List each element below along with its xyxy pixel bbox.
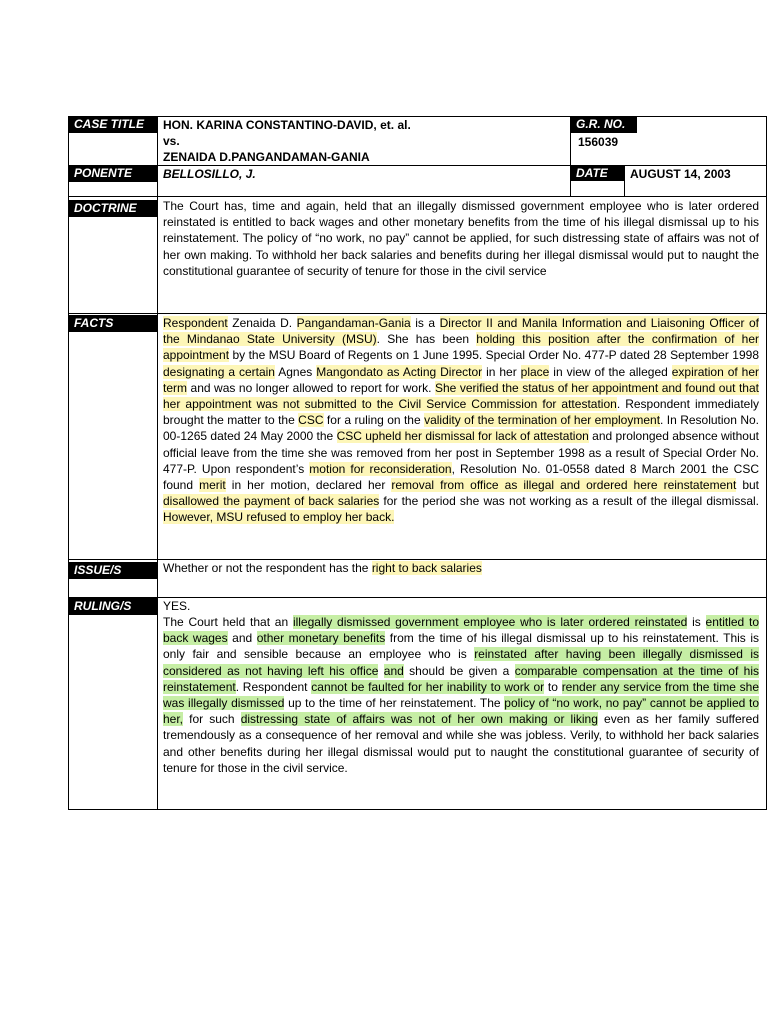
issue-text: Whether or not the respondent has the right to back salaries <box>163 561 482 575</box>
case-title-label: CASE TITLE <box>68 116 157 132</box>
label-underline <box>68 578 157 579</box>
highlighted-phrase: expiration of her term <box>163 364 760 395</box>
highlighted-phrase: CSC upheld her dismissal for lack of attestation <box>336 429 589 444</box>
highlighted-phrase: validity of the termination of her employment <box>424 413 661 428</box>
highlighted-phrase: place <box>520 364 550 379</box>
facts-text: Respondent Zenaida D. Pangandaman-Gania is a Director II and Manila Information and Liaisoning Officer of the Mindanao State University (MSU). She has been holding this position after the confirmation of her appointment by the MSU Board of Regents on 1 June 1995. Special Order No. 477-P dated 28 September 1998 designating a certain Agnes Mangondato as Acting Director in her place in view of the alleged expiration of her term and was no longer allowed to report for work. She verified the status of her appointment and found out that her appointment was not submitted to the Civil Service Commission for attestation. Respondent immediately brought the matter to the CSC for a ruling on the validity of the termination of her employment. In Resolution No. 00-1265 dated 24 May 2000 the CSC upheld her dismissal for lack of attestation and prolonged absence without official leave from the time she was removed from her post in September 1998 as a result of Special Order No. 477-P. Upon respondent’s motion for reconsideration, Resolution No. 01-0558 dated 8 March 2001 the CSC found merit in her motion, declared her removal from office as illegal and ordered here reinstatement but disallowed the payment of back salaries for the period she was not working as a result of the illegal dismissal. However, MSU refused to employ her back. <box>163 316 760 525</box>
ruling-text: The Court held that an illegally dismissed government employee who is later ordered reinstated is entitled to back wages and other monetary benefits from the time of his illegal dismissal up to his reinstatement. This is only fair and sensible because an employee who is reinstated after having been illegally dismissed is considered as not having left his office and should be given a comparable compensation at the time of his reinstatement. Respondent cannot be faulted for her inability to work or to render any service from the time she was illegally dismissed up to the time of her reinstatement. The policy of “no work, no pay” cannot be applied to her, for such distressing state of affairs was not of her own making or liking even as her family suffered tremendously as a consequence of her removal and while she was jobless. Verily, to withhold her back salaries and other benefits during her illegal dismissal would put to naught the constitutional guarantee of security of tenure for those in the civil service. <box>163 615 760 775</box>
highlighted-phrase: holding this position after the confirmation of her appointment <box>163 332 759 363</box>
ponente-label: PONENTE <box>68 165 157 181</box>
doctrine-text: The Court has, time and again, held that an illegally dismissed government employee who is later ordered reinstated is entitled to back wages and other monetary benefits from the time of his illegal dismissal up to his reinstatement. The policy of “no work, no pay” cannot be applied, for such distressing state of affairs was not of her own making. To withhold her back salaries and benefits during her illegal dismissal would put to naught the constitutional guarantee of security of tenure for those in the civil service <box>163 199 759 278</box>
label-underline <box>68 614 157 615</box>
table-right-border <box>766 116 767 810</box>
ponente-value <box>163 166 256 182</box>
highlighted-phrase: render any service from the time she was illegally dismissed <box>163 679 759 711</box>
row-divider-doctrine <box>68 196 767 197</box>
label-underline <box>68 216 157 217</box>
highlighted-phrase: comparable compensation at the time of his reinstatement <box>163 663 759 694</box>
highlighted-phrase: distressing state of affairs was not of her own making or liking <box>240 712 598 727</box>
ruling-label: RULING/S <box>68 598 157 614</box>
label-underline <box>68 132 157 133</box>
highlighted-phrase: entitled to back wages <box>163 615 759 646</box>
ruling-answer: YES. <box>163 599 191 613</box>
issue-label: ISSUE/S <box>68 562 157 578</box>
table-bottom-border <box>68 809 767 810</box>
date-label: DATE <box>570 165 624 181</box>
ponente-text: BELLOSILLO, J. <box>163 167 256 181</box>
highlighted-phrase: reinstated after having been illegally dismissed is considered as not having left his office <box>163 647 760 678</box>
highlighted-phrase: disallowed the payment of back salaries <box>163 494 380 509</box>
highlighted-phrase: removal from office as illegal and ordered here reinstatement <box>391 478 737 493</box>
case-title-versus: vs. <box>163 134 180 148</box>
case-title-petitioner: HON. KARINA CONSTANTINO-DAVID, et. al. <box>163 118 411 132</box>
gr-no-value: 156039 <box>578 135 619 149</box>
highlighted-phrase: merit <box>199 478 226 493</box>
highlighted-phrase: Respondent <box>163 316 228 330</box>
highlighted-phrase: and <box>383 663 404 678</box>
label-column-divider <box>157 116 158 810</box>
highlighted-phrase: Mangondato as Acting Director <box>316 364 483 379</box>
date-column-divider <box>624 165 625 196</box>
row-divider-facts <box>68 313 767 314</box>
gr-no-label: G.R. NO. <box>570 116 637 132</box>
facts-label: FACTS <box>68 315 157 331</box>
doctrine-label: DOCTRINE <box>68 200 157 216</box>
highlighted-phrase: However, MSU refused to employ her back. <box>163 510 395 525</box>
date-value: AUGUST 14, 2003 <box>630 167 731 181</box>
case-title-respondent: ZENAIDA D.PANGANDAMAN-GANIA <box>163 150 370 164</box>
highlighted-phrase: CSC <box>298 413 324 428</box>
label-underline <box>570 132 637 133</box>
highlighted-phrase: policy of “no work, no pay” cannot be applied to her, <box>163 696 760 727</box>
label-underline <box>68 181 157 182</box>
highlighted-phrase: cannot be faulted for her inability to work or <box>311 679 545 694</box>
table-left-border <box>68 116 69 810</box>
highlighted-phrase: right to back salaries <box>371 561 482 575</box>
highlighted-phrase: designating a certain <box>163 364 275 379</box>
label-underline <box>68 331 157 332</box>
highlighted-phrase: Director II and Manila Information and Liaisoning Officer of the Mindanao State University (MSU) <box>163 316 760 347</box>
highlighted-phrase: motion for reconsideration <box>309 461 452 476</box>
highlighted-phrase: She verified the status of her appointment and found out that her appointment was not submitted to the Civil Service Commission for attestation <box>163 380 759 412</box>
highlighted-phrase: Pangandaman-Gania <box>296 316 411 330</box>
highlighted-phrase: illegally dismissed government employee who is later ordered reinstated <box>292 615 688 629</box>
highlighted-phrase: other monetary benefits <box>256 631 386 646</box>
